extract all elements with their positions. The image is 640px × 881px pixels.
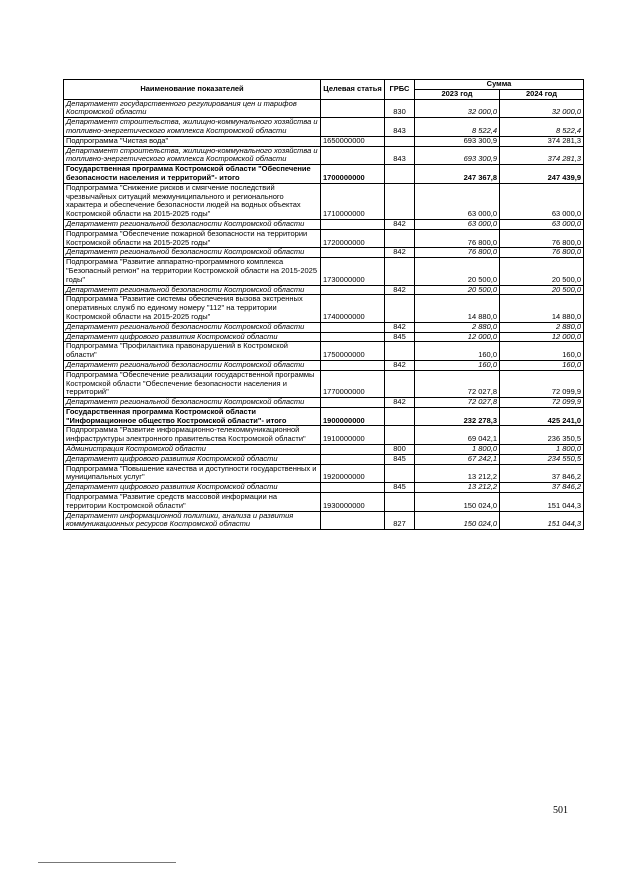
row-grbs-code xyxy=(385,295,415,322)
row-target-code: 1930000000 xyxy=(321,493,385,512)
row-grbs-code: 827 xyxy=(385,511,415,530)
row-amount-2024: 236 350,5 xyxy=(500,426,584,445)
row-amount-2024: 37 846,2 xyxy=(500,464,584,483)
row-amount-2023: 72 027,8 xyxy=(415,398,500,408)
row-target-code: 1900000000 xyxy=(321,407,385,426)
row-name: Департамент региональной безопасности Костромской области xyxy=(64,322,321,332)
table-row xyxy=(64,464,584,483)
row-name: Администрация Костромской области xyxy=(64,445,321,455)
row-target-code xyxy=(321,219,385,229)
table-row xyxy=(64,183,584,219)
row-name: Государственная программа Костромской области "Информационное общество Костромской области"- итого xyxy=(64,407,321,426)
row-name: Департамент региональной безопасности Костромской области xyxy=(64,219,321,229)
row-grbs-code: 843 xyxy=(385,146,415,165)
row-target-code xyxy=(321,454,385,464)
row-name: Подпрограмма "Обеспечение пожарной безопасности на территории Костромской области на 2015-2025 годы" xyxy=(64,229,321,248)
table-row xyxy=(64,342,584,361)
row-amount-2024: 20 500,0 xyxy=(500,285,584,295)
page-number: 501 xyxy=(553,805,568,816)
row-amount-2024: 8 522,4 xyxy=(500,118,584,137)
row-target-code xyxy=(321,511,385,530)
row-grbs-code: 830 xyxy=(385,99,415,118)
row-amount-2024: 151 044,3 xyxy=(500,511,584,530)
row-name: Подпрограмма "Профилактика правонарушений в Костромской области" xyxy=(64,342,321,361)
row-target-code: 1710000000 xyxy=(321,183,385,219)
row-name: Подпрограмма "Развитие системы обеспечения вызова экстренных оперативных служб по единому номеру "112" на территории Костромской области на 2015-2025 годы" xyxy=(64,295,321,322)
row-amount-2024: 63 000,0 xyxy=(500,183,584,219)
row-name: Департамент региональной безопасности Костромской области xyxy=(64,285,321,295)
table-row xyxy=(64,219,584,229)
header-grbs: ГРБС xyxy=(385,80,415,100)
row-amount-2023: 150 024,0 xyxy=(415,493,500,512)
header-sum: Сумма xyxy=(415,80,584,90)
row-amount-2023: 693 300,9 xyxy=(415,146,500,165)
row-grbs-code: 845 xyxy=(385,483,415,493)
row-amount-2023: 160,0 xyxy=(415,360,500,370)
row-target-code xyxy=(321,322,385,332)
row-grbs-code xyxy=(385,407,415,426)
row-amount-2023: 13 212,2 xyxy=(415,464,500,483)
row-amount-2023: 76 800,0 xyxy=(415,229,500,248)
row-amount-2024: 1 800,0 xyxy=(500,445,584,455)
row-target-code: 1770000000 xyxy=(321,370,385,397)
row-amount-2024: 234 550,5 xyxy=(500,454,584,464)
row-target-code xyxy=(321,445,385,455)
row-amount-2024: 247 439,9 xyxy=(500,165,584,184)
row-target-code xyxy=(321,483,385,493)
row-target-code xyxy=(321,285,385,295)
row-amount-2024: 32 000,0 xyxy=(500,99,584,118)
row-target-code xyxy=(321,248,385,258)
row-name: Департамент цифрового развития Костромской области xyxy=(64,332,321,342)
table-row xyxy=(64,295,584,322)
row-amount-2023: 20 500,0 xyxy=(415,258,500,285)
row-amount-2023: 14 880,0 xyxy=(415,295,500,322)
table-row xyxy=(64,165,584,184)
table-row xyxy=(64,454,584,464)
row-grbs-code: 845 xyxy=(385,332,415,342)
row-grbs-code xyxy=(385,229,415,248)
row-target-code xyxy=(321,332,385,342)
row-name: Подпрограмма "Повышение качества и доступности государственных и муниципальных услуг" xyxy=(64,464,321,483)
row-amount-2024: 72 099,9 xyxy=(500,398,584,408)
row-amount-2024: 425 241,0 xyxy=(500,407,584,426)
table-row xyxy=(64,360,584,370)
row-amount-2023: 20 500,0 xyxy=(415,285,500,295)
row-amount-2024: 76 800,0 xyxy=(500,248,584,258)
row-name: Подпрограмма "Обеспечение реализации государственной программы Костромской области "Обеспечение безопасности населения и территорий" xyxy=(64,370,321,397)
row-amount-2024: 12 000,0 xyxy=(500,332,584,342)
row-grbs-code: 800 xyxy=(385,445,415,455)
row-amount-2024: 151 044,3 xyxy=(500,493,584,512)
row-name: Подпрограмма "Развитие средств массовой информации на территории Костромской области" xyxy=(64,493,321,512)
row-amount-2023: 693 300,9 xyxy=(415,136,500,146)
row-target-code: 1700000000 xyxy=(321,165,385,184)
row-amount-2024: 63 000,0 xyxy=(500,219,584,229)
row-amount-2024: 374 281,3 xyxy=(500,146,584,165)
row-name: Департамент строительства, жилищно-коммунального хозяйства и топливно-энергетического комплекса Костромской области xyxy=(64,118,321,137)
table-row xyxy=(64,229,584,248)
table-row xyxy=(64,511,584,530)
header-target: Целевая статья xyxy=(321,80,385,100)
row-grbs-code xyxy=(385,136,415,146)
table-row xyxy=(64,99,584,118)
row-grbs-code xyxy=(385,493,415,512)
table-row xyxy=(64,445,584,455)
row-amount-2024: 72 099,9 xyxy=(500,370,584,397)
footnote-divider xyxy=(38,862,176,863)
table-row xyxy=(64,493,584,512)
table-row xyxy=(64,370,584,397)
row-amount-2023: 72 027,8 xyxy=(415,370,500,397)
row-amount-2024: 2 880,0 xyxy=(500,322,584,332)
row-amount-2023: 63 000,0 xyxy=(415,219,500,229)
row-name: Департамент информационной политики, анализа и развития коммуникационных ресурсов Костромской области xyxy=(64,511,321,530)
table-row xyxy=(64,136,584,146)
header-year-2023: 2023 год xyxy=(415,89,500,99)
row-amount-2024: 160,0 xyxy=(500,360,584,370)
row-grbs-code: 842 xyxy=(385,219,415,229)
row-name: Департамент региональной безопасности Костромской области xyxy=(64,398,321,408)
row-target-code xyxy=(321,118,385,137)
row-amount-2023: 13 212,2 xyxy=(415,483,500,493)
row-target-code: 1650000000 xyxy=(321,136,385,146)
row-target-code xyxy=(321,99,385,118)
row-grbs-code xyxy=(385,258,415,285)
row-name: Подпрограмма "Чистая вода" xyxy=(64,136,321,146)
row-grbs-code: 842 xyxy=(385,360,415,370)
row-amount-2023: 1 800,0 xyxy=(415,445,500,455)
row-amount-2024: 76 800,0 xyxy=(500,229,584,248)
row-grbs-code: 842 xyxy=(385,285,415,295)
row-target-code: 1750000000 xyxy=(321,342,385,361)
row-grbs-code: 842 xyxy=(385,248,415,258)
row-name: Департамент региональной безопасности Костромской области xyxy=(64,360,321,370)
row-amount-2023: 8 522,4 xyxy=(415,118,500,137)
row-grbs-code xyxy=(385,464,415,483)
row-target-code xyxy=(321,146,385,165)
row-target-code xyxy=(321,398,385,408)
row-grbs-code xyxy=(385,426,415,445)
table-row xyxy=(64,118,584,137)
row-name: Департамент государственного регулирования цен и тарифов Костромской области xyxy=(64,99,321,118)
row-amount-2023: 63 000,0 xyxy=(415,183,500,219)
row-grbs-code xyxy=(385,165,415,184)
row-name: Государственная программа Костромской области "Обеспечение безопасности населения и территорий"- итого xyxy=(64,165,321,184)
row-amount-2023: 232 278,3 xyxy=(415,407,500,426)
row-amount-2024: 160,0 xyxy=(500,342,584,361)
row-name: Департамент строительства, жилищно-коммунального хозяйства и топливно-энергетического комплекса Костромской области xyxy=(64,146,321,165)
row-name: Подпрограмма "Развитие аппаратно-программного комплекса "Безопасный регион" на территории Костромской области на 2015-2025 годы" xyxy=(64,258,321,285)
row-target-code: 1740000000 xyxy=(321,295,385,322)
header-year-2024: 2024 год xyxy=(500,89,584,99)
row-grbs-code xyxy=(385,183,415,219)
row-amount-2023: 69 042,1 xyxy=(415,426,500,445)
row-grbs-code: 843 xyxy=(385,118,415,137)
row-name: Департамент цифрового развития Костромской области xyxy=(64,454,321,464)
row-target-code xyxy=(321,360,385,370)
row-name: Подпрограмма "Развитие информационно-телекоммуникационной инфраструктуры электронного правительства Костромской области" xyxy=(64,426,321,445)
row-amount-2023: 2 880,0 xyxy=(415,322,500,332)
row-target-code: 1730000000 xyxy=(321,258,385,285)
table-row xyxy=(64,258,584,285)
row-name: Департамент цифрового развития Костромской области xyxy=(64,483,321,493)
budget-table xyxy=(63,79,584,530)
row-amount-2023: 150 024,0 xyxy=(415,511,500,530)
table-body xyxy=(64,99,584,530)
row-amount-2023: 76 800,0 xyxy=(415,248,500,258)
row-grbs-code: 845 xyxy=(385,454,415,464)
row-grbs-code xyxy=(385,342,415,361)
table-row xyxy=(64,407,584,426)
row-target-code: 1920000000 xyxy=(321,464,385,483)
row-amount-2024: 20 500,0 xyxy=(500,258,584,285)
row-grbs-code: 842 xyxy=(385,322,415,332)
row-amount-2023: 32 000,0 xyxy=(415,99,500,118)
row-grbs-code xyxy=(385,370,415,397)
table-row xyxy=(64,426,584,445)
row-amount-2023: 67 242,1 xyxy=(415,454,500,464)
row-name: Подпрограмма "Снижение рисков и смягчение последствий чрезвычайных ситуаций межмуниципального и регионального характера и обеспечение безопасности людей на водных объектах Костромской области на 2015-2025 годы" xyxy=(64,183,321,219)
row-amount-2024: 14 880,0 xyxy=(500,295,584,322)
header-name: Наименование показателей xyxy=(64,80,321,100)
row-target-code: 1910000000 xyxy=(321,426,385,445)
row-name: Департамент региональной безопасности Костромской области xyxy=(64,248,321,258)
table-row xyxy=(64,322,584,332)
row-grbs-code: 842 xyxy=(385,398,415,408)
row-amount-2023: 12 000,0 xyxy=(415,332,500,342)
row-amount-2023: 160,0 xyxy=(415,342,500,361)
row-amount-2024: 37 846,2 xyxy=(500,483,584,493)
row-target-code: 1720000000 xyxy=(321,229,385,248)
table-row xyxy=(64,146,584,165)
row-amount-2024: 374 281,3 xyxy=(500,136,584,146)
row-amount-2023: 247 367,8 xyxy=(415,165,500,184)
table-row xyxy=(64,398,584,408)
table-header xyxy=(64,80,584,100)
